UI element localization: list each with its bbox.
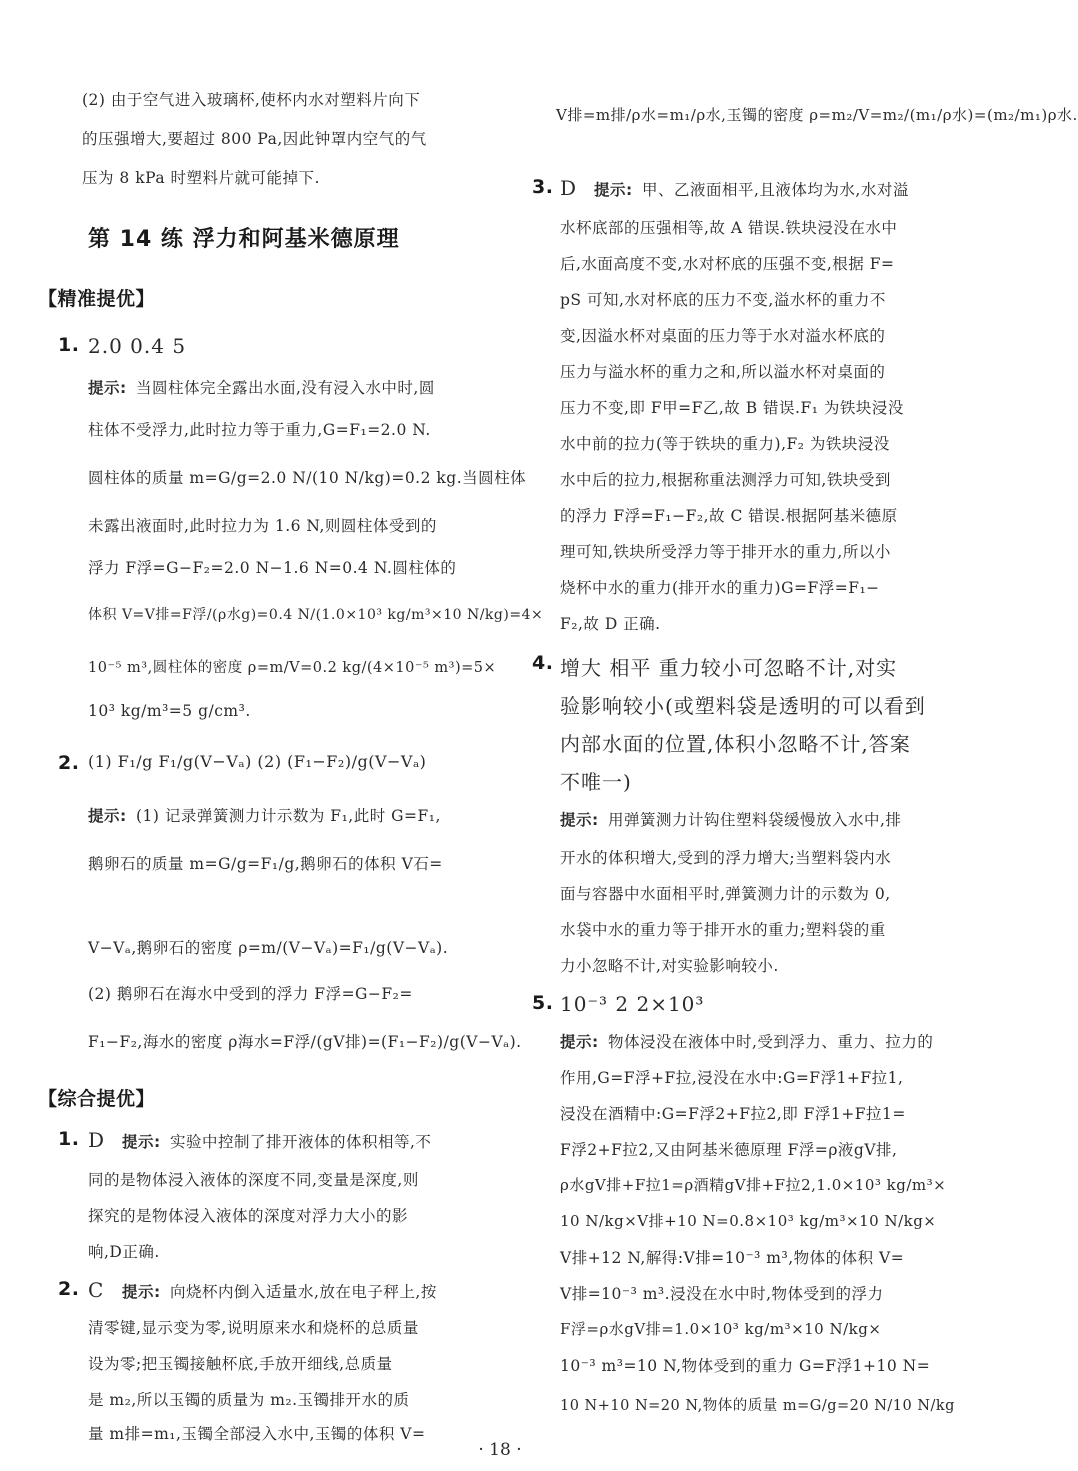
intro-line: (2) 由于空气进入玻璃杯,使杯内水对塑料片向下 [82,91,421,109]
hint-line: 力小忽略不计,对实验影响较小. [560,957,779,975]
hint-line: 设为零;把玉镯接触杯底,手放开细线,总质量 [88,1355,393,1373]
hint-line: V排+12 N,解得:V排=10⁻³ m³,物体的体积 V= [560,1249,905,1267]
section-heading: 【综合提优】 [38,1088,156,1110]
page-number: · 18 · [478,1440,522,1460]
hint-line: 鹅卵石的质量 m=G/g=F₁/g,鹅卵石的体积 V石= [88,855,443,873]
question-number: 5. [532,992,554,1014]
hint-line: 的浮力 F浮=F₁−F₂,故 C 错误.根据阿基米德原 [560,507,898,525]
question-number: 3. [532,176,554,198]
question-number: 2. [58,752,80,774]
hint-line: 未露出液面时,此时拉力为 1.6 N,则圆柱体受到的 [88,517,437,535]
hint-line: 变,因溢水杯对桌面的压力等于水对溢水杯底的 [560,327,886,345]
question-number: 2. [58,1278,80,1300]
hint-line: 作用,G=F浮+F拉,浸没在水中:G=F浮1+F拉1, [560,1069,904,1087]
hint-line: F₁−F₂,海水的密度 ρ海水=F浮/(gV排)=(F₁−F₂)/g(V−Vₐ). [88,1033,522,1051]
answer-line: 验影响较小(或塑料袋是透明的可以看到 [560,694,926,718]
hint-label: 提示: [88,379,127,397]
question-number: 1. [58,334,80,356]
answer: D [560,176,578,200]
hint-line: F₂,故 D 正确. [560,615,661,633]
hint-line: 水袋中水的重力等于排开水的重力;塑料袋的重 [560,921,886,939]
hint-line: 实验中控制了排开液体的体积相等,不 [170,1133,432,1151]
hint-line: 圆柱体的质量 m=G/g=2.0 N/(10 N/kg)=0.2 kg.当圆柱体 [88,469,527,487]
hint-line: F浮2+F拉2,又由阿基米德原理 F浮=ρ液gV排, [560,1141,898,1159]
answer-line: 内部水面的位置,体积小忽略不计,答案 [560,732,911,756]
hint-line: 10 N/kg×V排+10 N=0.8×10³ kg/m³×10 N/kg× [560,1212,937,1230]
intro-line: 的压强增大,要超过 800 Pa,因此钟罩内空气的气 [82,130,427,148]
hint-line: V排=10⁻³ m³.浸没在水中时,物体受到的浮力 [560,1285,884,1303]
continued-formula: V排=m排/ρ水=m₁/ρ水,玉镯的密度 ρ=m₂/V=m₂/(m₁/ρ水)=(m₂/m₁)ρ水. [556,106,1078,124]
hint-label: 提示: [560,1033,599,1051]
hint-line: 理可知,铁块所受浮力等于排开水的重力,所以小 [560,543,891,561]
hint-line: 清零键,显示变为零,说明原来水和烧杯的总质量 [88,1319,419,1337]
hint-line: 量 m排=m₁,玉镯全部浸入水中,玉镯的体积 V= [88,1425,426,1443]
hint-line: ρ水gV排+F拉1=ρ酒精gV排+F拉2,1.0×10³ kg/m³× [560,1176,947,1194]
hint-line: 物体浸没在液体中时,受到浮力、重力、拉力的 [608,1033,934,1051]
answer: 2.0 0.4 5 [88,334,187,358]
hint-line: 水中前的拉力(等于铁块的重力),F₂ 为铁块浸没 [560,435,890,453]
hint-line: 水杯底部的压强相等,故 A 错误.铁块浸没在水中 [560,219,898,237]
hint-line: 向烧杯内倒入适量水,放在电子秤上,按 [170,1283,437,1301]
hint-label: 提示: [122,1283,161,1301]
hint-line: 开水的体积增大,受到的浮力增大;当塑料袋内水 [560,849,892,867]
hint-label: 提示: [560,811,599,829]
question-number: 1. [58,1128,80,1150]
hint-line: F浮=ρ水gV排=1.0×10³ kg/m³×10 N/kg× [560,1320,882,1338]
hint-line: 面与容器中水面相平时,弹簧测力计的示数为 0, [560,885,891,903]
hint-line: 10 N+10 N=20 N,物体的质量 m=G/g=20 N/10 N/kg [560,1398,955,1414]
hint-line: 用弹簧测力计钩住塑料袋缓慢放入水中,排 [608,811,902,829]
hint-line: 体积 V=V排=F浮/(ρ水g)=0.4 N/(1.0×10³ kg/m³×10 N/kg)=4× [88,607,544,623]
question-number: 4. [532,652,554,674]
hint-line: 后,水面高度不变,水对杯底的压强不变,根据 F= [560,255,895,273]
hint-line: 10⁻³ m³=10 N,物体受到的重力 G=F浮1+10 N= [560,1357,931,1375]
answer: 10⁻³ 2 2×10³ [560,992,705,1016]
answer: (1) F₁/g F₁/g(V−Vₐ) (2) (F₁−F₂)/g(V−Vₐ) [88,752,427,771]
hint-line: 是 m₂,所以玉镯的质量为 m₂.玉镯排开水的质 [88,1391,410,1409]
chapter-title: 第 14 练 浮力和阿基米德原理 [88,227,400,252]
hint-label: 提示: [122,1133,161,1151]
answer: C [88,1278,105,1302]
answer-line: 增大 相平 重力较小可忽略不计,对实 [560,656,898,680]
hint-line: 浮力 F浮=G−F₂=2.0 N−1.6 N=0.4 N.圆柱体的 [88,559,457,577]
hint-line: (2) 鹅卵石在海水中受到的浮力 F浮=G−F₂= [88,985,413,1003]
hint-label: 提示: [88,807,127,825]
hint-label: 提示: [594,181,633,199]
hint-line: 探究的是物体浸入液体的深度对浮力大小的影 [88,1207,409,1225]
hint-line: (1) 记录弹簧测力计示数为 F₁,此时 G=F₁, [136,807,441,825]
intro-line: 压为 8 kPa 时塑料片就可能掉下. [82,169,320,187]
hint-line: pS 可知,水对杯底的压力不变,溢水杯的重力不 [560,291,886,309]
hint-line: 同的是物体浸入液体的深度不同,变量是深度,则 [88,1171,419,1189]
hint-line: 当圆柱体完全露出水面,没有浸入水中时,圆 [136,379,435,397]
hint-line: V−Vₐ,鹅卵石的密度 ρ=m/(V−Vₐ)=F₁/g(V−Vₐ). [88,939,449,957]
hint-line: 柱体不受浮力,此时拉力等于重力,G=F₁=2.0 N. [88,421,431,439]
hint-line: 甲、乙液面相平,且液体均为水,水对溢 [642,181,909,199]
hint-line: 压力与溢水杯的重力之和,所以溢水杯对桌面的 [560,363,886,381]
hint-line: 烧杯中水的重力(排开水的重力)G=F浮=F₁− [560,579,880,597]
answer: D [88,1128,106,1152]
hint-line: 10⁻⁵ m³,圆柱体的密度 ρ=m/V=0.2 kg/(4×10⁻⁵ m³)=5× [88,660,497,676]
hint-line: 10³ kg/m³=5 g/cm³. [88,702,251,720]
answer-line: 不唯一) [560,770,632,794]
hint-line: 响,D正确. [88,1243,160,1261]
hint-line: 压力不变,即 F甲=F乙,故 B 错误.F₁ 为铁块浸没 [560,399,904,417]
section-heading: 【精准提优】 [38,288,156,310]
hint-line: 浸没在酒精中:G=F浮2+F拉2,即 F浮1+F拉1= [560,1105,906,1123]
hint-line: 水中后的拉力,根据称重法测浮力可知,铁块受到 [560,471,891,489]
